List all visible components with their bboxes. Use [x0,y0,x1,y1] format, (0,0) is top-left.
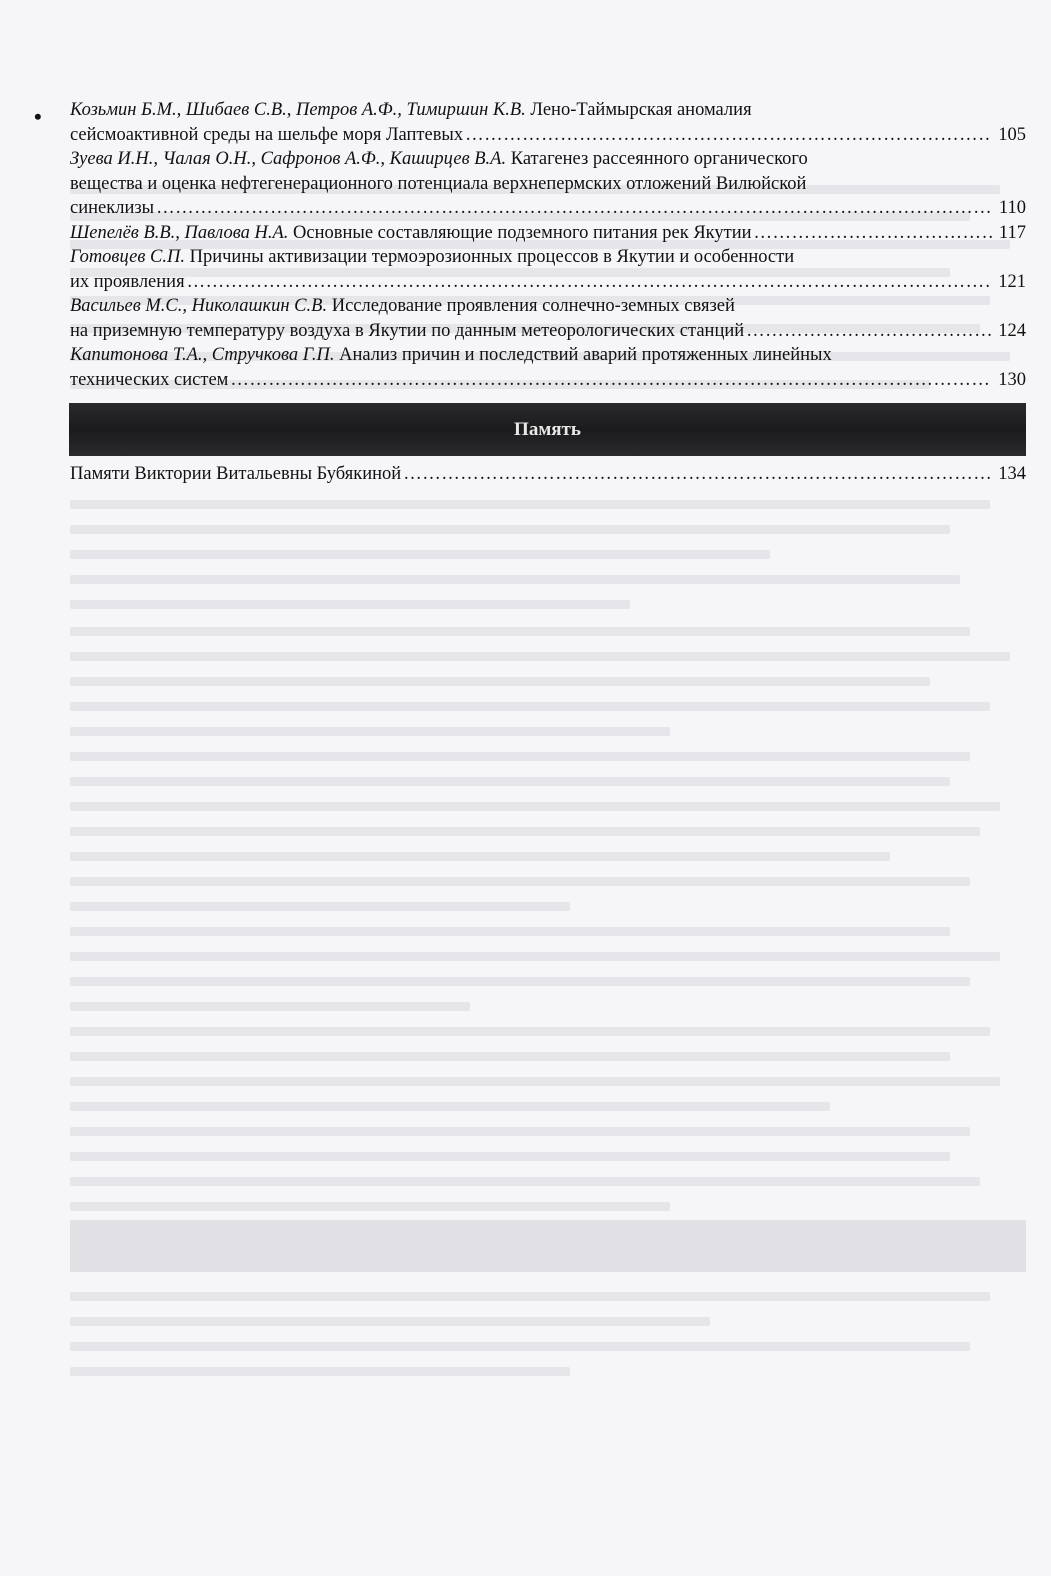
toc-entry[interactable] [70,245,1026,294]
entry-authors: Капитонова Т.А., Стручкова Г.П. [70,345,335,365]
dot-leader [746,319,992,344]
section-header-banner [69,403,1026,456]
page-number: 121 [998,271,1026,292]
dot-leader [230,368,992,393]
page-number: 134 [998,464,1026,484]
dot-leader [156,196,993,221]
entry-title-continued: их проявления [70,271,185,292]
entry-title: Причины активизации термоэрозионных процессов в Якутии и особенности [184,247,795,267]
dot-leader [187,270,993,295]
entry-title: Катагенез рассеянного органического [506,149,808,169]
entry-title-continued: вещества и оценка нефтегенерационного потенциала верхнепермских отложений Вилюйской [70,173,807,194]
toc-entry[interactable] [70,294,1026,343]
entry-authors: Зуева И.Н., Чалая О.Н., Сафронов А.Ф., Каширцев В.А. [70,149,507,169]
entry-title-continued: на приземную температуру воздуха в Якутии по данным метеорологических станций [70,320,745,341]
dot-leader [465,123,992,148]
entry-title: Анализ причин и последствий аварий протяженных линейных [334,345,832,365]
entry-title: Основные составляющие подземного питания рек Якутии [288,222,752,243]
table-of-contents [70,98,1026,392]
section-title: Память [514,418,581,440]
entry-title-continued: синеклизы [70,198,155,218]
page-number: 124 [998,320,1026,341]
entry-authors: Готовцев С.П. [70,247,185,267]
margin-bullet-mark: • [34,104,42,129]
dot-leader [403,462,992,487]
page-number: 110 [998,198,1026,218]
page-number: 117 [998,222,1026,243]
toc-entry[interactable] [70,221,1026,246]
entry-title-continued: технических систем [70,369,229,390]
entry-title-continued: сейсмоактивной среды на шельфе моря Лаптевых [70,124,464,145]
entry-title: Исследование проявления солнечно-земных связей [327,296,735,316]
toc-entry[interactable] [70,147,1026,221]
page-number: 130 [998,369,1026,390]
entry-authors: Козьмин Б.М., Шибаев С.В., Петров А.Ф., Тимиршин К.В. [70,100,526,120]
page-number: 105 [998,124,1026,145]
entry-title: Лено-Таймырская аномалия [525,100,752,120]
entry-authors: Шепелёв В.В., Павлова Н.А. [70,222,289,243]
toc-entry[interactable] [70,98,1026,147]
entry-authors: Васильев М.С., Николашкин С.В. [70,296,328,316]
toc-entry[interactable] [70,343,1026,392]
entry-title: Памяти Виктории Витальевны Бубякиной [70,464,402,484]
dot-leader [754,221,993,246]
toc-entry-memorial[interactable] [70,462,1026,487]
